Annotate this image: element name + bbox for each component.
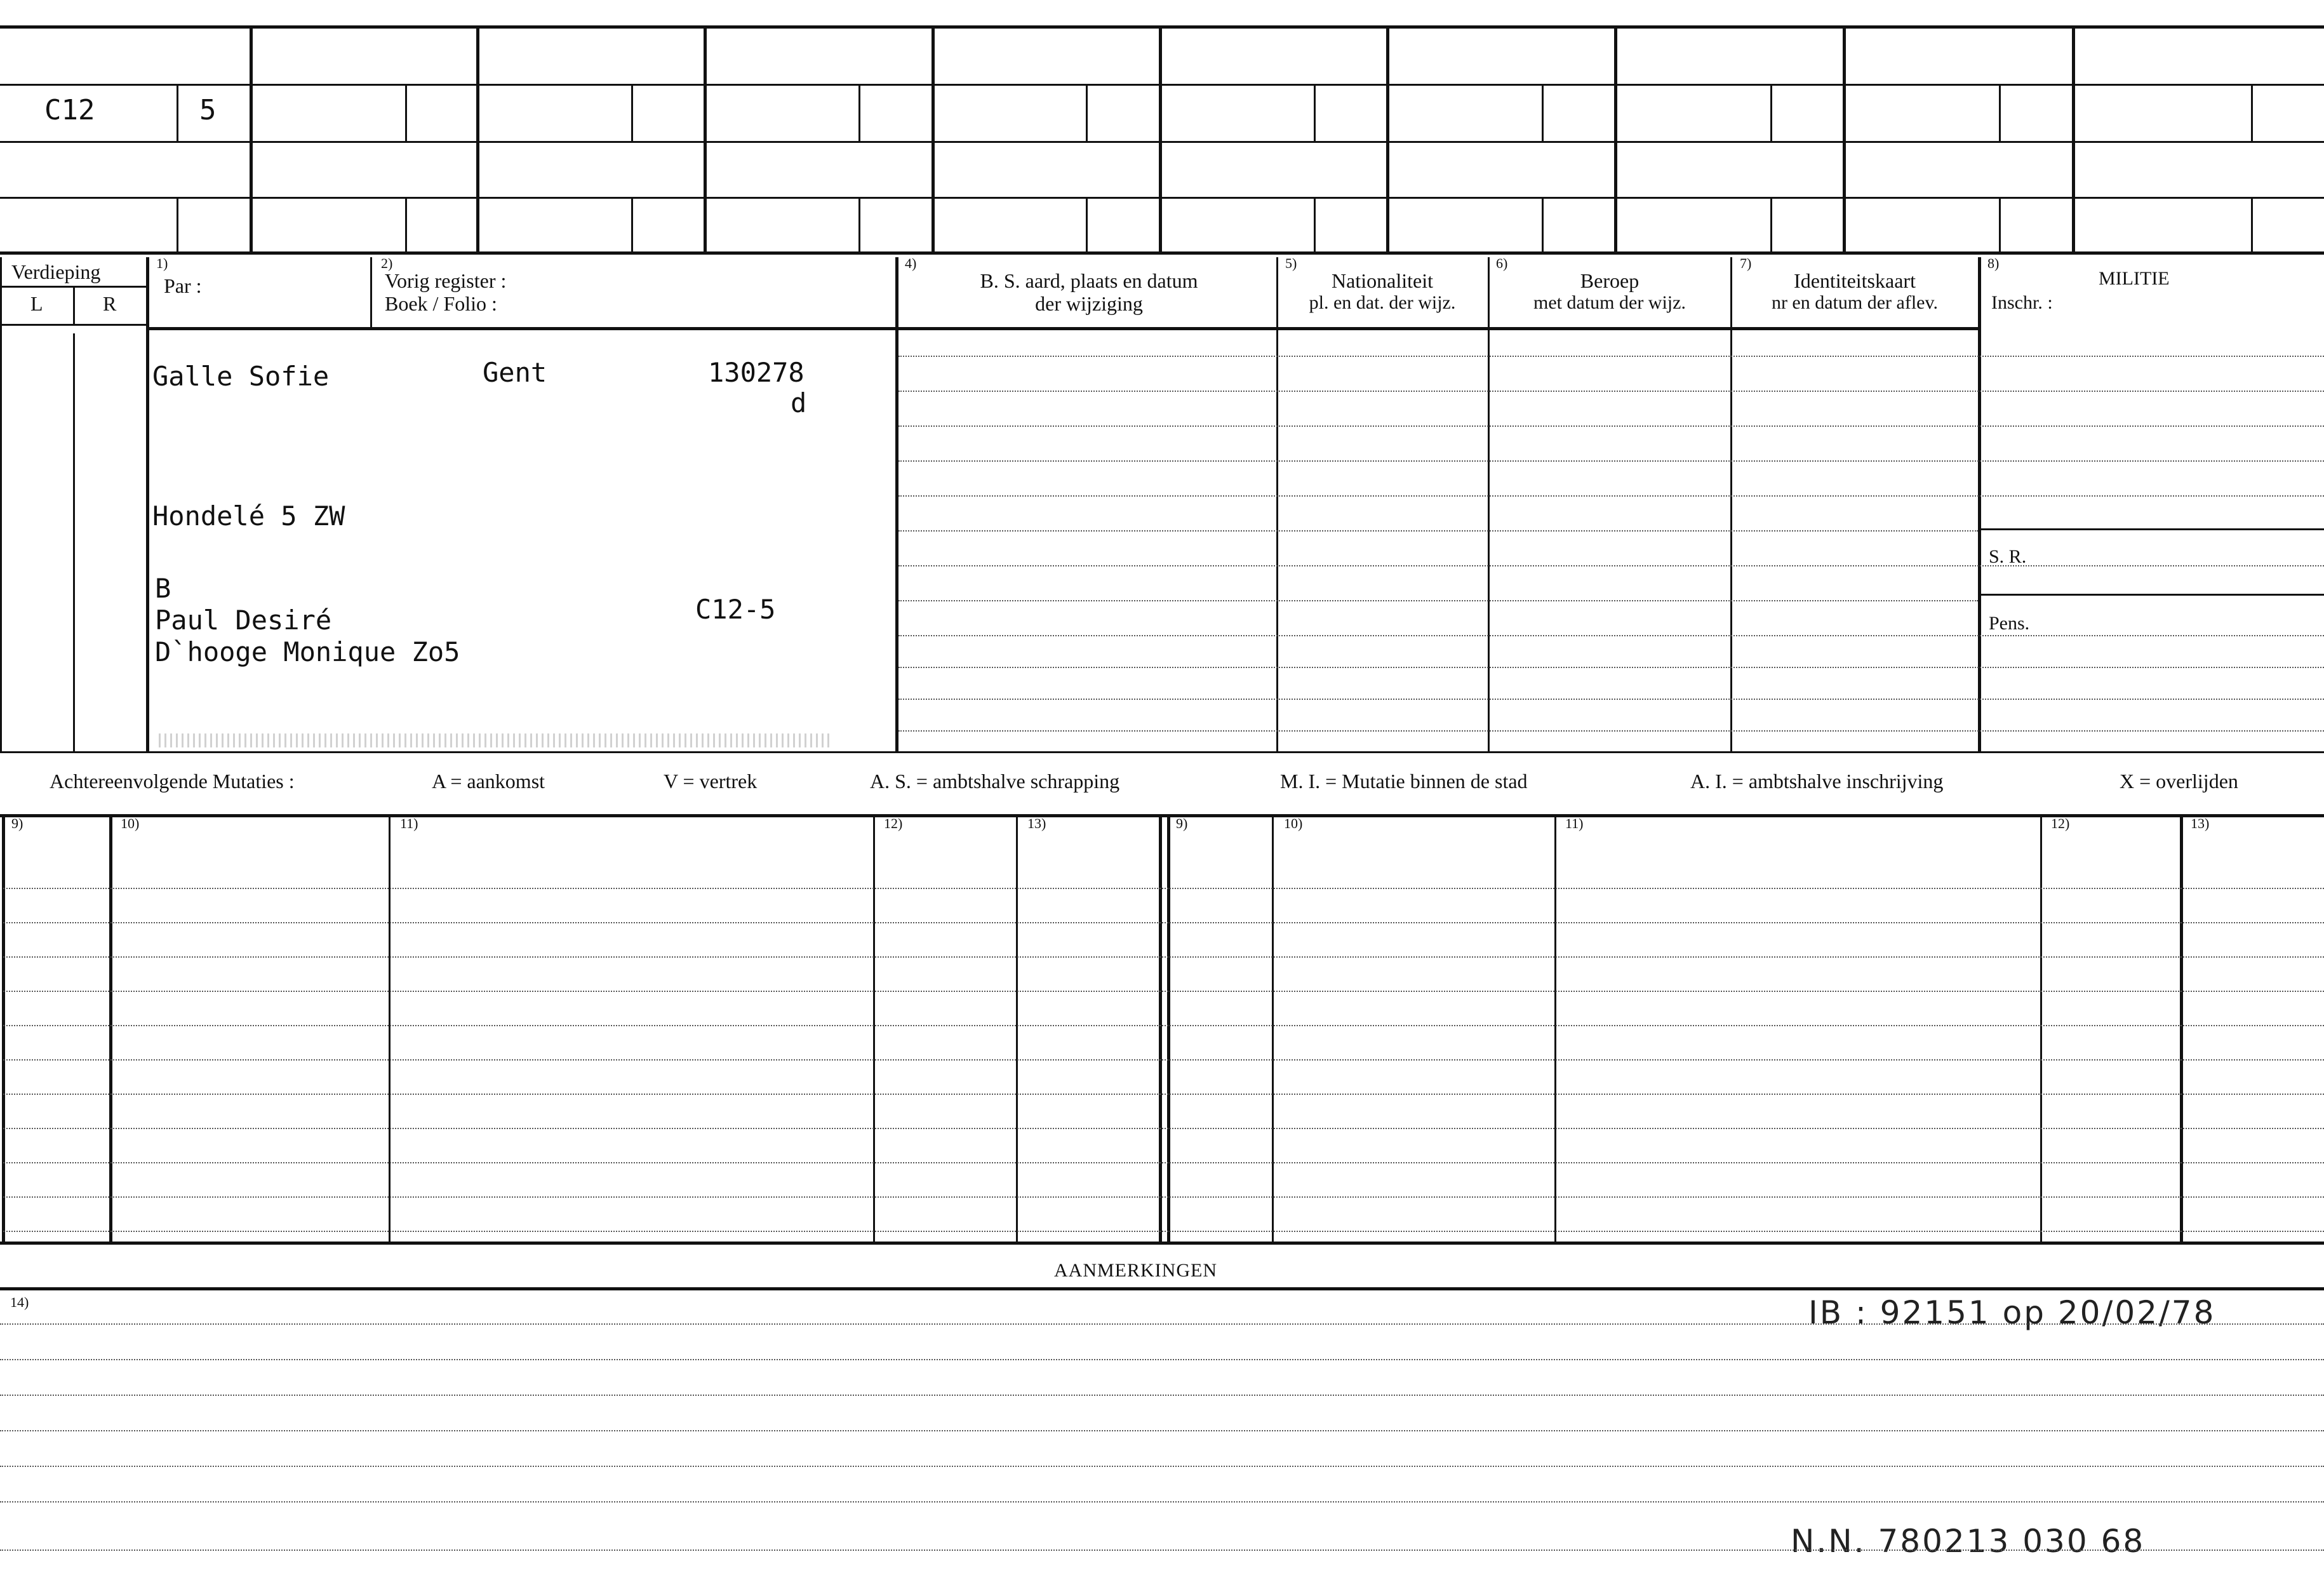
legend-mi: M. I. = Mutatie binnen de stad [1280, 770, 1528, 793]
legend-x: X = overlijden [2120, 770, 2238, 793]
legend-as: A. S. = ambtshalve schrapping [870, 770, 1120, 793]
col5-label-1: Nationaliteit [1332, 269, 1433, 292]
entry-place: Gent [483, 357, 547, 388]
entry-b: B [155, 573, 171, 604]
col7-label-2: nr en datum der aflev. [1771, 292, 1939, 313]
mut-col-11-a: 11) [400, 815, 418, 831]
col4-number: 4) [905, 255, 917, 271]
mut-col-13-a: 13) [1027, 815, 1046, 831]
col6-label-1: Beroep [1580, 269, 1639, 292]
header-number: 5 [199, 94, 217, 126]
remarks-ib-note: IB : 92151 op 20/02/78 [1808, 1294, 2216, 1331]
mut-col-13-b: 13) [2191, 815, 2210, 831]
col8-number: 8) [1987, 255, 2000, 271]
remarks-number: 14) [10, 1294, 29, 1310]
verdieping-r-label: R [103, 292, 117, 315]
entry-mother: D`hooge Monique Zo5 [155, 636, 460, 667]
verdieping-label: Verdieping [11, 260, 101, 283]
col7-label-1: Identiteitskaart [1794, 269, 1916, 292]
mut-col-12-b: 12) [2051, 815, 2070, 831]
entry-d: d [791, 387, 807, 418]
remarks-title: AANMERKINGEN [1054, 1260, 1217, 1281]
mut-col-9-b: 9) [1176, 815, 1188, 831]
col4-label-1: B. S. aard, plaats en datum [980, 269, 1198, 292]
militie-label: MILITIE [2099, 268, 2170, 289]
scan-noise [159, 733, 832, 747]
col1-par-label: Par : [164, 274, 202, 297]
col6-label-2: met datum der wijz. [1533, 292, 1686, 313]
remarks-nn-note: N.N. 780213 030 68 [1791, 1523, 2146, 1560]
header-code: C12 [44, 94, 95, 126]
mutations-title: Achtereenvolgende Mutaties : [50, 770, 295, 793]
col6-number: 6) [1496, 255, 1508, 271]
col4-label-2: der wijziging [1035, 292, 1143, 315]
sr-label: S. R. [1989, 546, 2027, 567]
pens-label: Pens. [1989, 613, 2030, 634]
legend-ai: A. I. = ambtshalve inschrijving [1690, 770, 1944, 793]
mut-col-12-a: 12) [884, 815, 903, 831]
entry-name: Galle Sofie [152, 361, 330, 392]
entry-address: Hondelé 5 ZW [152, 500, 345, 532]
mut-col-10-a: 10) [121, 815, 140, 831]
col2-label-1: Vorig register : [385, 269, 507, 292]
verdieping-l-label: L [30, 292, 43, 315]
col7-number: 7) [1740, 255, 1752, 271]
col1-number: 1) [156, 255, 168, 271]
col5-number: 5) [1285, 255, 1297, 271]
mut-col-9-a: 9) [11, 815, 23, 831]
col2-number: 2) [381, 255, 393, 271]
entry-date: 130278 [708, 357, 805, 388]
legend-a: A = aankomst [432, 770, 545, 793]
legend-v: V = vertrek [664, 770, 758, 793]
col5-label-2: pl. en dat. der wijz. [1309, 292, 1456, 313]
entry-ref: C12-5 [695, 594, 776, 625]
mut-col-10-b: 10) [1284, 815, 1303, 831]
entry-father: Paul Desiré [155, 605, 332, 636]
inschr-label: Inschr. : [1991, 292, 2053, 313]
col2-label-2: Boek / Folio : [385, 292, 497, 315]
mut-col-11-b: 11) [1565, 815, 1584, 831]
